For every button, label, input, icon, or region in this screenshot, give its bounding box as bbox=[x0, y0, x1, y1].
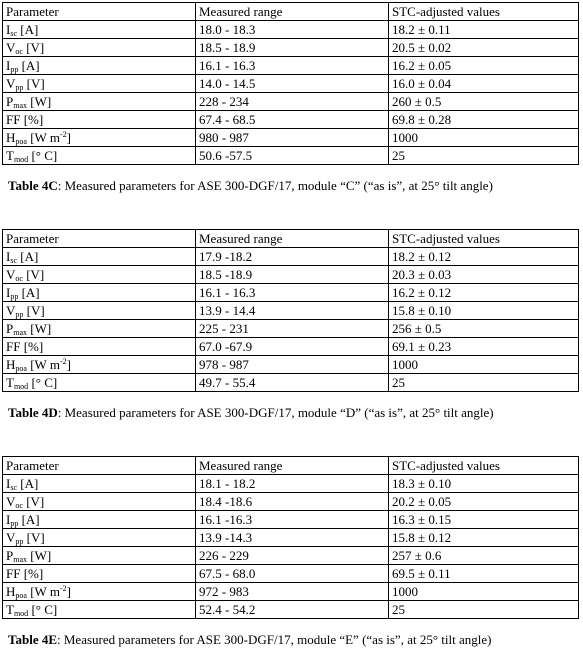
parameter-superscript: -2 bbox=[59, 130, 67, 139]
parameter-symbol: I bbox=[6, 512, 11, 527]
caption-text: : Measured parameters for ASE 300-DGF/17, module “D” (“as is”, at 25° tilt angle) bbox=[57, 405, 494, 420]
stc-value-cell: 18.2 ± 0.11 bbox=[389, 21, 579, 39]
caption-table-4e bbox=[8, 632, 583, 648]
measured-range-cell: 18.1 - 18.2 bbox=[196, 475, 389, 493]
stc-value-cell: 69.1 ± 0.23 bbox=[389, 338, 579, 356]
stc-value-cell: 20.2 ± 0.05 bbox=[389, 493, 579, 511]
caption-table-4c bbox=[8, 178, 583, 194]
parameter-symbol: H bbox=[6, 584, 16, 599]
measured-range-cell: 16.1 - 16.3 bbox=[196, 284, 389, 302]
parameter-unit-end: ] bbox=[66, 584, 71, 599]
parameter-unit: [A] bbox=[17, 476, 39, 491]
measured-range-cell: 16.1 -16.3 bbox=[196, 511, 389, 529]
table-4e bbox=[2, 456, 579, 619]
parameter-subscript: max bbox=[13, 101, 28, 110]
parameter-unit: [V] bbox=[23, 530, 45, 545]
table-row bbox=[3, 374, 579, 392]
parameter-subscript: max bbox=[13, 555, 28, 564]
measured-range-cell: 14.0 - 14.5 bbox=[196, 75, 389, 93]
parameter-symbol: V bbox=[6, 494, 16, 509]
stc-value-cell: 257 ± 0.6 bbox=[389, 547, 579, 565]
stc-value-cell: 16.2 ± 0.05 bbox=[389, 57, 579, 75]
parameter-cell bbox=[3, 493, 196, 511]
parameter-cell bbox=[3, 39, 196, 57]
parameter-cell bbox=[3, 129, 196, 147]
parameter-symbol: I bbox=[6, 22, 11, 37]
stc-value-cell: 15.8 ± 0.10 bbox=[389, 302, 579, 320]
header-parameter: Parameter bbox=[3, 3, 196, 21]
header-stc-adjusted: STC-adjusted values bbox=[389, 230, 579, 248]
table-header-row bbox=[3, 457, 579, 475]
parameter-cell bbox=[3, 338, 196, 356]
parameter-cell bbox=[3, 320, 196, 338]
measured-range-cell: 18.5 - 18.9 bbox=[196, 39, 389, 57]
table-row bbox=[3, 320, 579, 338]
parameter-cell bbox=[3, 302, 196, 320]
parameter-symbol: FF [%] bbox=[6, 112, 44, 127]
parameter-symbol: FF [%] bbox=[6, 339, 44, 354]
stc-value-cell: 16.2 ± 0.12 bbox=[389, 284, 579, 302]
parameter-unit: [° C] bbox=[28, 602, 58, 617]
stc-value-cell: 260 ± 0.5 bbox=[389, 93, 579, 111]
table-row bbox=[3, 129, 579, 147]
table-row bbox=[3, 529, 579, 547]
stc-value-cell: 20.5 ± 0.02 bbox=[389, 39, 579, 57]
caption-label: Table 4E bbox=[8, 632, 58, 647]
parameter-symbol: I bbox=[6, 249, 11, 264]
parameter-symbol: V bbox=[6, 76, 16, 91]
parameter-unit: [W m bbox=[26, 357, 60, 372]
measured-range-cell: 67.0 -67.9 bbox=[196, 338, 389, 356]
measured-range-cell: 225 - 231 bbox=[196, 320, 389, 338]
table-row bbox=[3, 302, 579, 320]
parameter-cell bbox=[3, 547, 196, 565]
header-measured-range: Measured range bbox=[196, 3, 389, 21]
table-row bbox=[3, 75, 579, 93]
table-row bbox=[3, 601, 579, 619]
table-row bbox=[3, 565, 579, 583]
table-row bbox=[3, 475, 579, 493]
parameter-cell bbox=[3, 111, 196, 129]
parameter-subscript: poa bbox=[15, 364, 27, 373]
parameter-cell bbox=[3, 565, 196, 583]
stc-value-cell: 1000 bbox=[389, 356, 579, 374]
parameter-unit: [W m bbox=[26, 584, 60, 599]
header-parameter: Parameter bbox=[3, 230, 196, 248]
parameter-unit: [° C] bbox=[28, 148, 58, 163]
header-measured-range: Measured range bbox=[196, 457, 389, 475]
parameter-cell bbox=[3, 284, 196, 302]
table-row bbox=[3, 511, 579, 529]
parameter-symbol: V bbox=[6, 530, 16, 545]
stc-value-cell: 25 bbox=[389, 601, 579, 619]
parameter-unit: [V] bbox=[23, 76, 45, 91]
parameter-unit: [° C] bbox=[28, 375, 58, 390]
measured-range-cell: 978 - 987 bbox=[196, 356, 389, 374]
stc-value-cell: 256 ± 0.5 bbox=[389, 320, 579, 338]
parameter-symbol: I bbox=[6, 58, 11, 73]
parameter-symbol: FF [%] bbox=[6, 566, 44, 581]
table-row bbox=[3, 57, 579, 75]
table-body bbox=[3, 248, 579, 392]
parameter-subscript: oc bbox=[15, 274, 23, 283]
stc-value-cell: 69.8 ± 0.28 bbox=[389, 111, 579, 129]
parameter-symbol: T bbox=[6, 375, 14, 390]
measured-range-cell: 18.5 -18.9 bbox=[196, 266, 389, 284]
parameter-unit: [A] bbox=[18, 512, 40, 527]
caption-text: : Measured parameters for ASE 300-DGF/17, module “C” (“as is”, at 25° tilt angle) bbox=[57, 178, 493, 193]
table-row bbox=[3, 547, 579, 565]
parameter-subscript: mod bbox=[13, 382, 29, 391]
parameter-cell bbox=[3, 147, 196, 165]
table-row bbox=[3, 583, 579, 601]
parameter-subscript: oc bbox=[15, 501, 23, 510]
parameter-subscript: poa bbox=[15, 591, 27, 600]
table-row bbox=[3, 111, 579, 129]
parameter-symbol: T bbox=[6, 602, 14, 617]
stc-value-cell: 18.2 ± 0.12 bbox=[389, 248, 579, 266]
caption-table-4d bbox=[8, 405, 583, 421]
table-4c bbox=[2, 2, 579, 165]
parameter-superscript: -2 bbox=[59, 584, 67, 593]
stc-value-cell: 15.8 ± 0.12 bbox=[389, 529, 579, 547]
parameter-subscript: max bbox=[13, 328, 28, 337]
caption-text: : Measured parameters for ASE 300-DGF/17, module “E” (“as is”, at 25° tilt angle) bbox=[57, 632, 492, 647]
caption-label: Table 4D bbox=[8, 405, 58, 420]
measured-range-cell: 67.4 - 68.5 bbox=[196, 111, 389, 129]
parameter-subscript: mod bbox=[13, 155, 29, 164]
table-body bbox=[3, 475, 579, 619]
stc-value-cell: 16.0 ± 0.04 bbox=[389, 75, 579, 93]
measured-range-cell: 49.7 - 55.4 bbox=[196, 374, 389, 392]
measured-range-cell: 17.9 -18.2 bbox=[196, 248, 389, 266]
parameter-symbol: H bbox=[6, 130, 16, 145]
parameter-cell bbox=[3, 529, 196, 547]
stc-value-cell: 25 bbox=[389, 147, 579, 165]
parameter-subscript: poa bbox=[15, 137, 27, 146]
parameter-unit: [V] bbox=[23, 303, 45, 318]
parameter-unit: [A] bbox=[17, 249, 39, 264]
measured-range-cell: 226 - 229 bbox=[196, 547, 389, 565]
parameter-symbol: V bbox=[6, 40, 16, 55]
caption-label: Table 4C bbox=[8, 178, 58, 193]
table-row bbox=[3, 248, 579, 266]
stc-value-cell: 16.3 ± 0.15 bbox=[389, 511, 579, 529]
parameter-cell bbox=[3, 475, 196, 493]
measured-range-cell: 18.4 -18.6 bbox=[196, 493, 389, 511]
stc-value-cell: 1000 bbox=[389, 129, 579, 147]
table-row bbox=[3, 266, 579, 284]
parameter-subscript: pp bbox=[10, 65, 19, 74]
measured-range-cell: 13.9 - 14.4 bbox=[196, 302, 389, 320]
measured-range-cell: 972 - 983 bbox=[196, 583, 389, 601]
parameter-cell bbox=[3, 93, 196, 111]
parameter-superscript: -2 bbox=[59, 357, 67, 366]
parameter-subscript: pp bbox=[15, 537, 24, 546]
table-row bbox=[3, 39, 579, 57]
parameter-unit: [V] bbox=[22, 494, 45, 509]
parameter-cell bbox=[3, 583, 196, 601]
header-measured-range: Measured range bbox=[196, 230, 389, 248]
table-row bbox=[3, 93, 579, 111]
measured-range-cell: 50.6 -57.5 bbox=[196, 147, 389, 165]
parameter-symbol: P bbox=[6, 94, 14, 109]
table-row bbox=[3, 21, 579, 39]
table-row bbox=[3, 493, 579, 511]
table-row bbox=[3, 356, 579, 374]
parameter-subscript: sc bbox=[10, 256, 18, 265]
table-row bbox=[3, 338, 579, 356]
parameter-cell bbox=[3, 248, 196, 266]
parameter-symbol: V bbox=[6, 267, 16, 282]
parameter-unit: [W] bbox=[27, 321, 52, 336]
parameter-unit: [A] bbox=[17, 22, 39, 37]
parameter-subscript: sc bbox=[10, 483, 18, 492]
parameter-cell bbox=[3, 356, 196, 374]
parameter-cell bbox=[3, 21, 196, 39]
table-row bbox=[3, 284, 579, 302]
table-body bbox=[3, 21, 579, 165]
measured-range-cell: 228 - 234 bbox=[196, 93, 389, 111]
parameter-subscript: pp bbox=[10, 292, 19, 301]
table-row bbox=[3, 147, 579, 165]
parameter-symbol: P bbox=[6, 548, 14, 563]
stc-value-cell: 20.3 ± 0.03 bbox=[389, 266, 579, 284]
measured-range-cell: 18.0 - 18.3 bbox=[196, 21, 389, 39]
parameter-unit: [W m bbox=[26, 130, 60, 145]
measured-range-cell: 980 - 987 bbox=[196, 129, 389, 147]
parameter-symbol: I bbox=[6, 476, 11, 491]
parameter-cell bbox=[3, 374, 196, 392]
parameter-subscript: pp bbox=[15, 310, 24, 319]
stc-value-cell: 25 bbox=[389, 374, 579, 392]
parameter-symbol: H bbox=[6, 357, 16, 372]
measured-range-cell: 13.9 -14.3 bbox=[196, 529, 389, 547]
parameter-unit: [W] bbox=[27, 94, 52, 109]
parameter-symbol: I bbox=[6, 285, 11, 300]
parameter-symbol: V bbox=[6, 303, 16, 318]
measured-range-cell: 67.5 - 68.0 bbox=[196, 565, 389, 583]
parameter-subscript: sc bbox=[10, 29, 18, 38]
parameter-unit-end: ] bbox=[66, 357, 71, 372]
parameter-unit-end: ] bbox=[66, 130, 71, 145]
parameter-cell bbox=[3, 57, 196, 75]
header-stc-adjusted: STC-adjusted values bbox=[389, 457, 579, 475]
parameter-unit: [V] bbox=[22, 267, 45, 282]
parameter-unit: [W] bbox=[27, 548, 52, 563]
parameter-cell bbox=[3, 601, 196, 619]
parameter-unit: [A] bbox=[18, 285, 40, 300]
parameter-symbol: T bbox=[6, 148, 14, 163]
parameter-subscript: pp bbox=[10, 519, 19, 528]
table-4d bbox=[2, 229, 579, 392]
parameter-subscript: mod bbox=[13, 609, 29, 618]
stc-value-cell: 18.3 ± 0.10 bbox=[389, 475, 579, 493]
measured-range-cell: 52.4 - 54.2 bbox=[196, 601, 389, 619]
parameter-cell bbox=[3, 511, 196, 529]
parameter-cell bbox=[3, 75, 196, 93]
parameter-subscript: pp bbox=[15, 83, 24, 92]
stc-value-cell: 1000 bbox=[389, 583, 579, 601]
table-header-row bbox=[3, 3, 579, 21]
parameter-unit: [A] bbox=[18, 58, 40, 73]
table-header-row bbox=[3, 230, 579, 248]
parameter-cell bbox=[3, 266, 196, 284]
parameter-unit: [V] bbox=[22, 40, 45, 55]
parameter-subscript: oc bbox=[15, 47, 23, 56]
parameter-symbol: P bbox=[6, 321, 14, 336]
header-parameter: Parameter bbox=[3, 457, 196, 475]
stc-value-cell: 69.5 ± 0.11 bbox=[389, 565, 579, 583]
header-stc-adjusted: STC-adjusted values bbox=[389, 3, 579, 21]
measured-range-cell: 16.1 - 16.3 bbox=[196, 57, 389, 75]
